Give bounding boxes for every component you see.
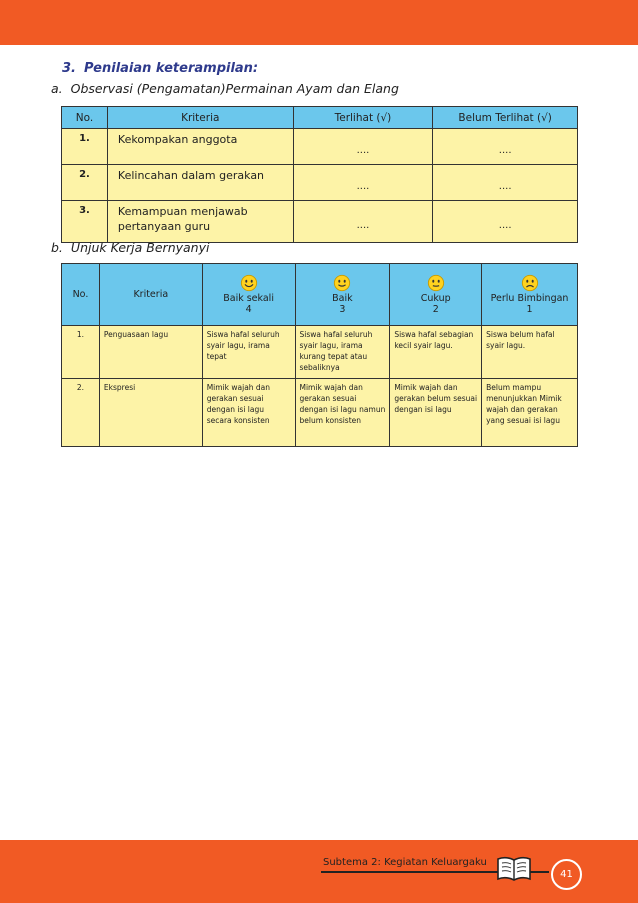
header-kriteria: Kriteria xyxy=(107,107,293,129)
rubric-cell-1: Belum mampu menunjukkan Mimik wajah dan gerakan yang sesuai isi lagu xyxy=(482,379,578,447)
row-number: 2. xyxy=(62,379,100,447)
page-number-badge: 41 xyxy=(551,859,582,890)
rubric-cell-3: Siswa hafal seluruh syair lagu, irama kurang tepat atau sebaliknya xyxy=(295,326,390,379)
observation-table xyxy=(61,106,578,243)
header-kriteria: Kriteria xyxy=(99,264,202,326)
table-row xyxy=(62,201,578,243)
belum-terlihat-blank: .... xyxy=(433,201,578,243)
row-kriteria: Penguasaan lagu xyxy=(99,326,202,379)
terlihat-blank: .... xyxy=(293,129,433,165)
section-heading xyxy=(62,61,258,76)
section-number: 3. xyxy=(62,61,76,76)
header-level-2 xyxy=(390,264,482,326)
smiley-smile-icon xyxy=(333,274,351,292)
header-belum-terlihat: Belum Terlihat (√) xyxy=(433,107,578,129)
table-row xyxy=(62,129,578,165)
row-kriteria: Kelincahan dalam gerakan xyxy=(107,165,293,201)
row-number: 3. xyxy=(62,201,108,243)
table-row xyxy=(62,379,578,447)
rubric-cell-2: Siswa hafal sebagian kecil syair lagu. xyxy=(390,326,482,379)
header-terlihat: Terlihat (√) xyxy=(293,107,433,129)
header-no: No. xyxy=(62,107,108,129)
footer-subtitle: Subtema 2: Kegiatan Keluargaku xyxy=(323,857,487,868)
level-1-score: 1 xyxy=(526,304,533,315)
belum-terlihat-blank: .... xyxy=(433,129,578,165)
rubric-cell-3: Mimik wajah dan gerakan sesuai dengan isi lagu namun belum konsisten xyxy=(295,379,390,447)
header-level-4 xyxy=(202,264,295,326)
smiley-neutral-icon xyxy=(427,274,445,292)
row-kriteria: Ekspresi xyxy=(99,379,202,447)
table-row xyxy=(62,165,578,201)
part-a-title xyxy=(51,81,399,96)
terlihat-blank: .... xyxy=(293,165,433,201)
part-a-text: Observasi (Pengamatan)Permainan Ayam dan Elang xyxy=(70,81,399,96)
level-4-label: Baik sekali xyxy=(223,293,274,304)
performance-rubric-table xyxy=(61,263,578,447)
top-banner xyxy=(0,0,638,45)
rubric-cell-4: Mimik wajah dan gerakan sesuai dengan isi lagu secara konsisten xyxy=(202,379,295,447)
level-1-label: Perlu Bimbingan xyxy=(490,293,569,304)
level-4-score: 4 xyxy=(245,304,252,315)
row-number: 1. xyxy=(62,326,100,379)
rubric-cell-2: Mimik wajah dan gerakan belum sesuai dengan isi lagu xyxy=(390,379,482,447)
row-number: 1. xyxy=(62,129,108,165)
rubric-header-row xyxy=(62,264,578,326)
terlihat-blank: .... xyxy=(293,201,433,243)
table-header-row xyxy=(62,107,578,129)
part-b-text: Unjuk Kerja Bernyanyi xyxy=(70,240,210,255)
part-a-letter: a. xyxy=(51,81,63,96)
header-no: No. xyxy=(62,264,100,326)
level-2-label: Cukup xyxy=(420,293,451,304)
header-level-1 xyxy=(482,264,578,326)
table-row xyxy=(62,326,578,379)
book-icon xyxy=(494,853,534,883)
part-b-letter: b. xyxy=(51,240,63,255)
level-2-score: 2 xyxy=(432,304,439,315)
rubric-cell-1: Siswa belum hafal syair lagu. xyxy=(482,326,578,379)
part-b-title xyxy=(51,240,209,255)
level-3-label: Baik xyxy=(332,293,353,304)
row-number: 2. xyxy=(62,165,108,201)
row-kriteria: Kekompakan anggota xyxy=(107,129,293,165)
row-kriteria: Kemampuan menjawab pertanyaan guru xyxy=(107,201,293,243)
level-3-score: 3 xyxy=(339,304,346,315)
smiley-sad-icon xyxy=(521,274,539,292)
rubric-cell-4: Siswa hafal seluruh syair lagu, irama tepat xyxy=(202,326,295,379)
section-title: Penilaian keterampilan: xyxy=(83,61,259,76)
smiley-happy-icon xyxy=(240,274,258,292)
header-level-3 xyxy=(295,264,390,326)
belum-terlihat-blank: .... xyxy=(433,165,578,201)
